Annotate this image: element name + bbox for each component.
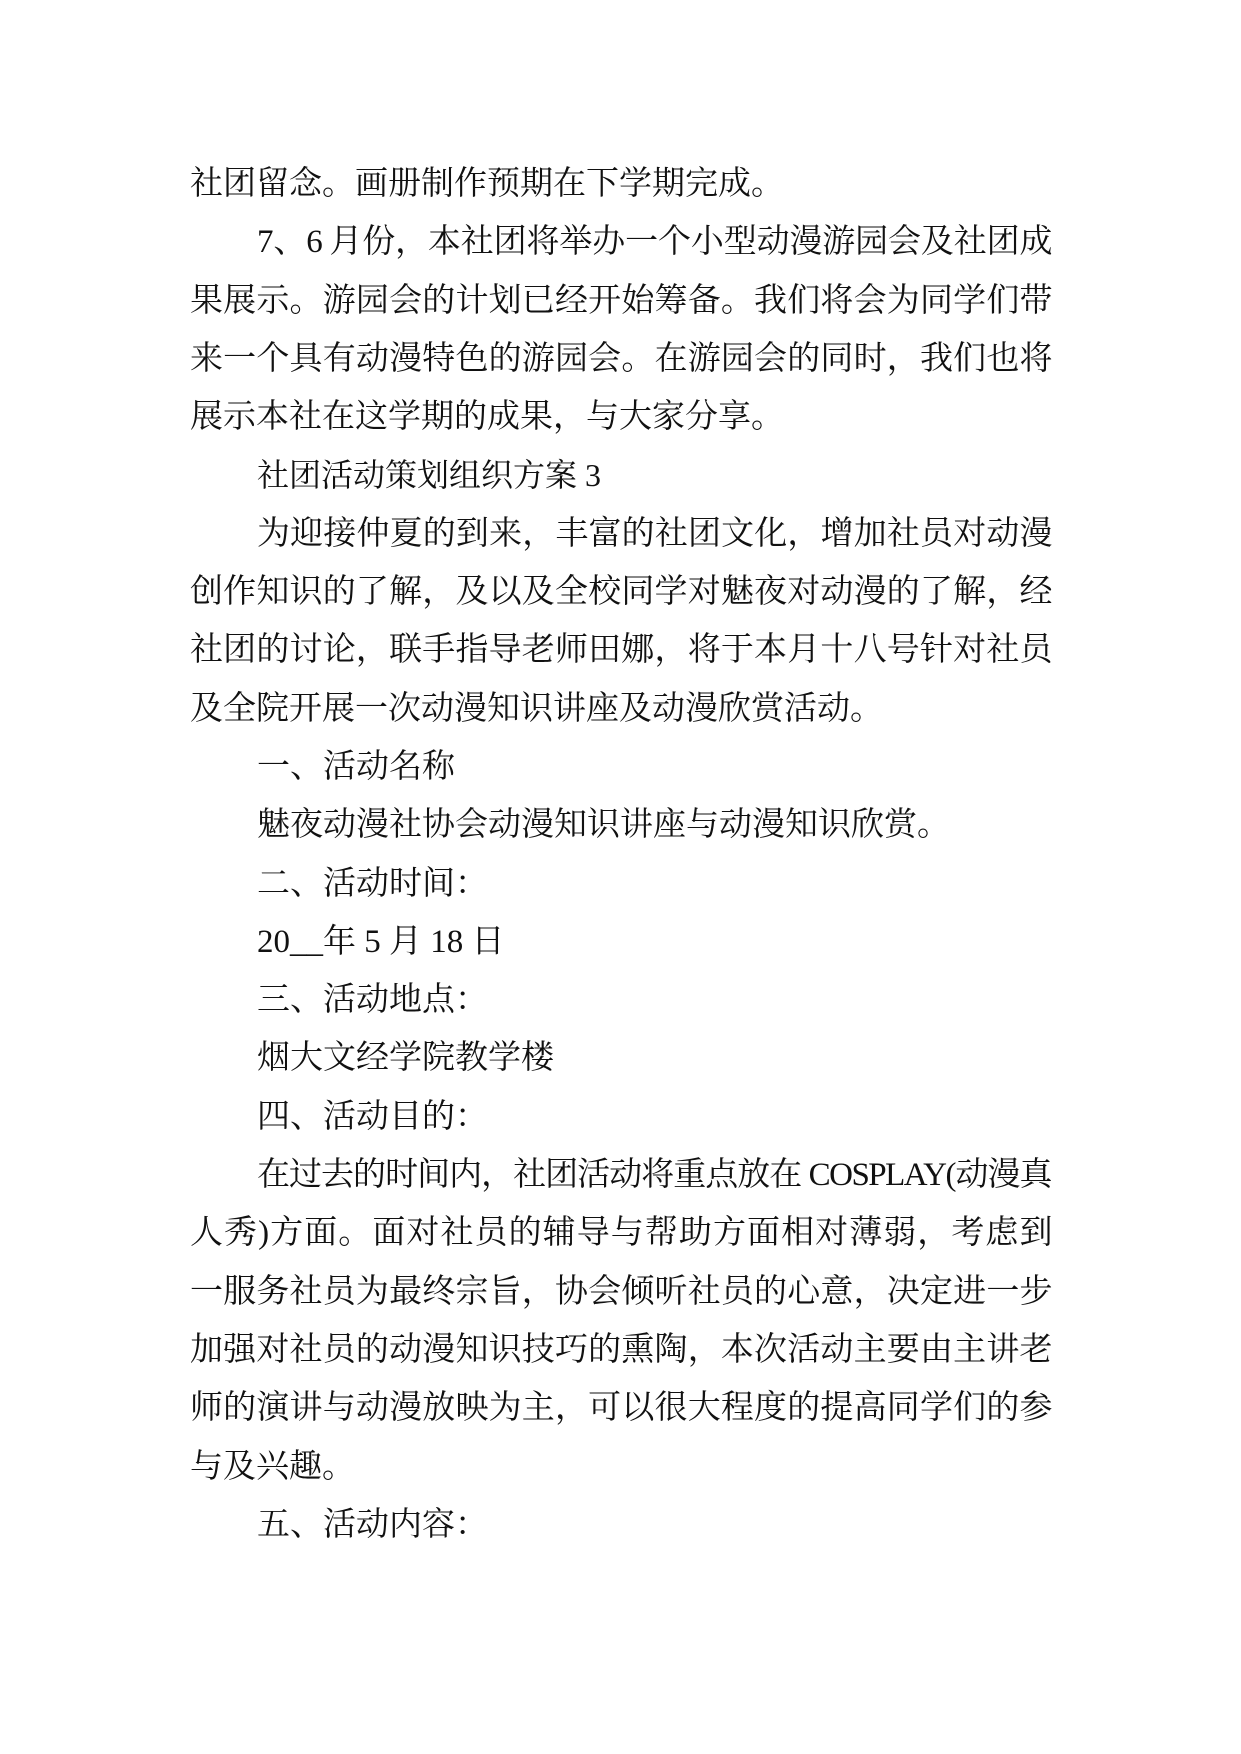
text-line: 展示本社在这学期的成果，与大家分享。 <box>190 399 784 436</box>
activity-date: 20__年 5 月 18 日 <box>257 923 505 960</box>
section-activity-name <box>190 738 1051 855</box>
text-line: 人秀)方面。面对社员的辅导与帮助方面相对薄弱，考虑到 <box>190 1215 1051 1252</box>
plan-title-block <box>190 446 1051 504</box>
section-heading: 二、活动时间： <box>257 865 488 902</box>
paragraph-continued <box>190 155 1051 213</box>
text-line: 与及兴趣。 <box>190 1448 355 1485</box>
text-line: 社团的讨论，联手指导老师田娜，将于本月十八号针对社员 <box>190 632 1051 669</box>
section-activity-purpose <box>190 1088 1051 1496</box>
text-line: 创作知识的了解，及以及全校同学对魅夜对动漫的了解，经 <box>190 574 1051 611</box>
activity-location: 烟大文经学院教学楼 <box>257 1040 554 1077</box>
text-line: 加强对社员的动漫知识技巧的熏陶，本次活动主要由主讲老 <box>190 1331 1051 1368</box>
text-line: 来一个具有动漫特色的游园会。在游园会的同时，我们也将 <box>190 340 1051 377</box>
document-body <box>190 155 1051 1554</box>
section-activity-content <box>190 1496 1051 1554</box>
text-line: 在过去的时间内，社团活动将重点放在 COSPLAY(动漫真 <box>257 1157 1051 1194</box>
section-heading: 四、活动目的： <box>257 1098 488 1135</box>
section-heading: 三、活动地点： <box>257 982 488 1019</box>
text-line: 一服务社员为最终宗旨，协会倾听社员的心意，决定进一步 <box>190 1273 1051 1310</box>
section-heading: 一、活动名称 <box>257 748 455 785</box>
section-heading: 五、活动内容： <box>257 1506 488 1543</box>
paragraph-intro <box>190 505 1051 738</box>
text-line: 社团留念。画册制作预期在下学期完成。 <box>190 166 784 202</box>
paragraph-item-7 <box>190 213 1051 446</box>
section-activity-time <box>190 855 1051 972</box>
plan-title: 社团活动策划组织方案 3 <box>257 457 602 494</box>
text-line: 7、6 月份，本社团将举办一个小型动漫游园会及社团成 <box>257 224 1051 261</box>
text-line: 师的演讲与动漫放映为主，可以很大程度的提高同学们的参 <box>190 1390 1051 1427</box>
text-line: 为迎接仲夏的到来，丰富的社团文化，增加社员对动漫 <box>257 515 1051 552</box>
text-line: 果展示。游园会的计划已经开始筹备。我们将会为同学们带 <box>190 282 1051 319</box>
section-activity-location <box>190 971 1051 1088</box>
activity-name: 魅夜动漫社协会动漫知识讲座与动漫知识欣赏。 <box>257 807 950 844</box>
text-line: 及全院开展一次动漫知识讲座及动漫欣赏活动。 <box>190 690 883 727</box>
